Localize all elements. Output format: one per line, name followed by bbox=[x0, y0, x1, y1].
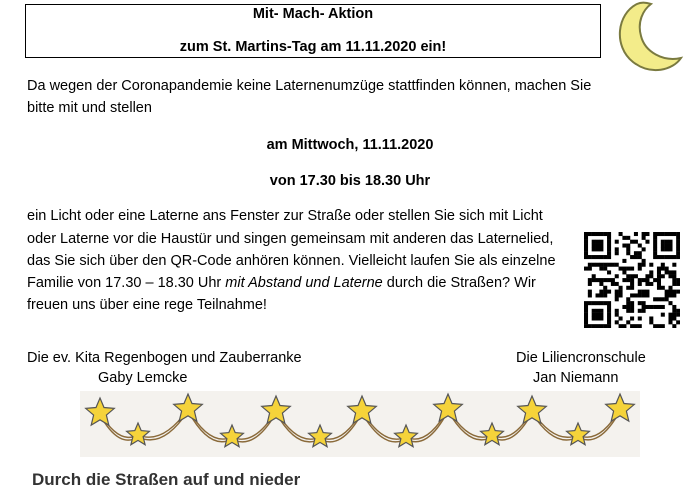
event-date: am Mittwoch, 11.11.2020 bbox=[266, 137, 434, 153]
signature-right-name: Jan Niemann bbox=[533, 370, 619, 386]
intro-line-2: bitte mit und stellen bbox=[27, 100, 152, 116]
body-line-3: das Sie sich über den QR-Code anhören können. Vielleicht laufen Sie als einzelne bbox=[27, 253, 556, 269]
signature-left-name: Gaby Lemcke bbox=[98, 370, 188, 386]
star-garland bbox=[80, 391, 640, 457]
body-line-5: freuen uns über eine rege Teilnahme! bbox=[27, 297, 267, 313]
body-line-1: ein Licht oder eine Laterne ans Fenster zur Straße oder stellen Sie sich mit Licht bbox=[27, 208, 543, 224]
signature-left-org: Die ev. Kita Regenbogen und Zauberranke bbox=[27, 350, 302, 366]
signature-right-org: Die Liliencronschule bbox=[516, 350, 646, 366]
intro-line-1: Da wegen der Coronapandemie keine Laternenumzüge stattfinden können, machen Sie bbox=[27, 78, 592, 94]
qr-code[interactable] bbox=[584, 232, 680, 328]
title-line-2: zum St. Martins-Tag am 11.11.2020 ein! bbox=[179, 39, 447, 55]
body-line-2: oder Laterne vor die Haustür und singen gemeinsam mit anderen das Laternelied, bbox=[27, 231, 554, 247]
body-line-4-end: durch die Straßen? Wir bbox=[382, 275, 536, 291]
body-line-4 bbox=[27, 275, 536, 291]
body-line-4-italic: mit Abstand und Laterne bbox=[225, 275, 383, 291]
body-line-4-start: Familie von 17.30 – 18.30 Uhr bbox=[27, 275, 226, 291]
title-line-1: Mit- Mach- Aktion bbox=[252, 6, 374, 22]
poem-title: Durch die Straßen auf und nieder bbox=[32, 470, 301, 489]
event-time: von 17.30 bis 18.30 Uhr bbox=[269, 173, 431, 189]
moon-icon bbox=[605, 0, 685, 76]
